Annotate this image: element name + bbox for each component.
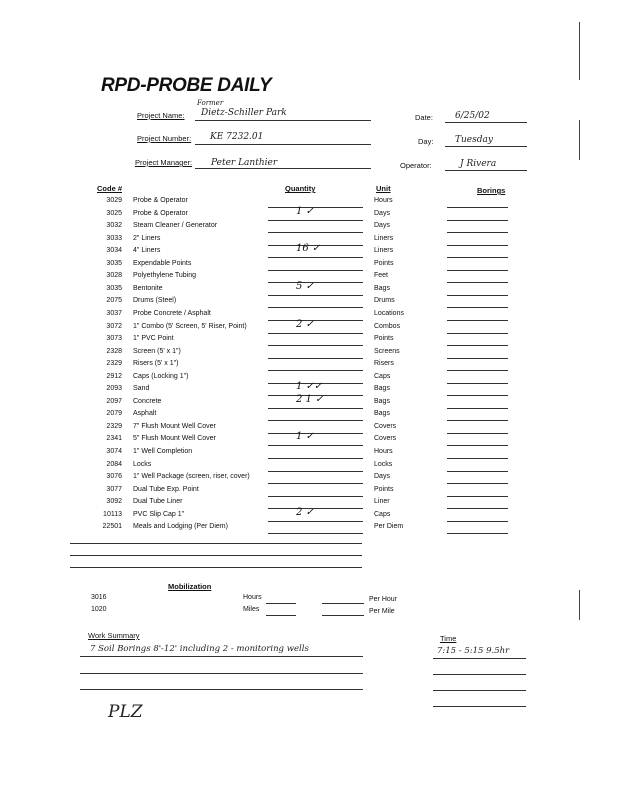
- quantity-line[interactable]: [268, 483, 363, 484]
- borings-line[interactable]: [447, 245, 508, 246]
- item-unit: Locks: [374, 460, 393, 468]
- item-unit: Covers: [374, 422, 397, 430]
- date-line: [445, 122, 527, 123]
- quantity-line[interactable]: [268, 207, 363, 208]
- time-line: [433, 690, 526, 691]
- item-unit: Hours: [374, 448, 393, 455]
- mobilization-hours-line[interactable]: [266, 603, 296, 604]
- item-code: 3029: [106, 197, 122, 204]
- item-unit: Per Diem: [374, 523, 404, 531]
- borings-line[interactable]: [447, 320, 508, 321]
- mobilization-miles-line[interactable]: [266, 615, 296, 616]
- blank-line: [70, 567, 362, 568]
- borings-line[interactable]: [447, 508, 508, 509]
- item-code: 2329: [106, 422, 122, 430]
- item-unit: Caps: [374, 372, 391, 380]
- work-summary-entry[interactable]: 7 Soil Borings 8'-12' including 2 - monitoring wells: [90, 644, 309, 654]
- quantity-line[interactable]: [268, 471, 363, 472]
- item-unit: Bags: [374, 284, 390, 292]
- operator-value[interactable]: J Rivera: [460, 159, 497, 169]
- borings-line[interactable]: [447, 471, 508, 472]
- day-line: [445, 146, 527, 147]
- item-code: 2329: [106, 360, 122, 368]
- table-row: [0, 222, 619, 234]
- quantity-line[interactable]: [268, 508, 363, 509]
- borings-line[interactable]: [447, 370, 508, 371]
- date-label: Date:: [415, 113, 433, 122]
- item-description: PVC Slip Cap 1": [133, 510, 185, 518]
- quantity-entry[interactable]: 2 1 ✓: [296, 393, 324, 405]
- item-description: Dual Tube Exp. Point: [133, 485, 199, 493]
- item-code: 3092: [106, 498, 122, 506]
- code-column-header: Code #: [97, 184, 123, 193]
- borings-line[interactable]: [447, 358, 508, 359]
- item-code: 10113: [103, 510, 122, 518]
- item-unit: Bags: [374, 385, 390, 393]
- project-number-line: [195, 144, 371, 145]
- item-description: Caps (Locking 1"): [133, 372, 189, 380]
- item-unit: Days: [374, 473, 390, 481]
- mobilization-field-label: Miles: [243, 606, 260, 613]
- borings-line[interactable]: [447, 333, 508, 334]
- item-description: Risers (5' x 1"): [133, 360, 179, 368]
- item-code: 2075: [106, 297, 122, 305]
- item-code: 3072: [106, 322, 122, 330]
- item-unit: Caps: [374, 510, 391, 518]
- table-row: [0, 523, 619, 535]
- table-row: [0, 348, 619, 360]
- item-code: 3035: [106, 284, 122, 292]
- quantity-line[interactable]: [268, 295, 363, 296]
- project-number-value[interactable]: KE 7232.01: [210, 132, 264, 142]
- day-label: Day:: [418, 137, 434, 146]
- borings-line[interactable]: [447, 458, 508, 459]
- project-name-label: Project Name:: [137, 111, 185, 120]
- form-title: RPD-PROBE DAILY: [101, 75, 272, 96]
- blank-line: [70, 555, 362, 556]
- project-name-line: [195, 120, 371, 121]
- item-code: 3037: [106, 309, 122, 317]
- item-unit: Points: [374, 485, 394, 493]
- table-row: [0, 318, 619, 335]
- project-manager-label: Project Manager:: [135, 158, 193, 167]
- borings-line[interactable]: [447, 420, 508, 421]
- item-unit: Points: [374, 259, 394, 267]
- item-description: Polyethylene Tubing: [133, 272, 197, 280]
- operator-line: [445, 170, 527, 171]
- table-row: [0, 461, 619, 473]
- page-edge-mark: [579, 22, 580, 80]
- item-code: 2079: [106, 410, 122, 418]
- item-unit: Combos: [374, 322, 401, 330]
- project-number-label: Project Number:: [137, 134, 192, 143]
- table-row: [0, 360, 619, 372]
- quantity-entry[interactable]: 1 ✓: [296, 205, 314, 217]
- page-edge-mark: [579, 590, 580, 620]
- work-summary-line: [80, 673, 363, 674]
- item-description: Asphalt: [133, 410, 157, 418]
- item-description: 5" Flush Mount Well Cover: [133, 435, 216, 443]
- item-unit: Risers: [374, 360, 394, 368]
- borings-line[interactable]: [447, 220, 508, 221]
- item-unit: Liners: [374, 247, 394, 255]
- item-description: Probe & Operator: [133, 209, 188, 217]
- item-code: 3032: [106, 222, 122, 230]
- project-name-value[interactable]: Dietz-Schiller Park: [201, 108, 287, 118]
- quantity-line[interactable]: [268, 370, 363, 371]
- item-code: 3073: [106, 335, 122, 343]
- item-code: 3028: [106, 272, 122, 280]
- quantity-line[interactable]: [268, 320, 363, 321]
- quantity-line[interactable]: [268, 257, 363, 258]
- borings-line[interactable]: [447, 295, 508, 296]
- item-code: 3033: [106, 234, 122, 242]
- item-code: 22501: [102, 523, 122, 531]
- item-description: Steam Cleaner / Generator: [133, 222, 218, 230]
- borings-line[interactable]: [447, 207, 508, 208]
- quantity-line[interactable]: [268, 496, 363, 497]
- quantity-entry[interactable]: 2 ✓: [296, 318, 314, 330]
- item-description: 1" Well Package (screen, riser, cover): [133, 473, 250, 481]
- item-code: 2097: [106, 397, 122, 405]
- project-manager-line: [195, 168, 371, 169]
- item-code: 3077: [106, 485, 122, 493]
- item-unit: Bags: [374, 410, 390, 418]
- item-description: Probe & Operator: [133, 197, 188, 204]
- item-unit: Points: [374, 335, 394, 343]
- item-description: Concrete: [133, 397, 162, 405]
- quantity-entry[interactable]: 1 ✓: [296, 431, 314, 443]
- borings-line[interactable]: [447, 483, 508, 484]
- item-unit: Days: [374, 222, 390, 230]
- time-entry[interactable]: 7:15 - 5:15 9.5hr: [437, 646, 510, 656]
- item-unit: Bags: [374, 397, 390, 405]
- table-row: [0, 506, 619, 523]
- quantity-line[interactable]: [268, 307, 363, 308]
- item-code: 3034: [106, 247, 122, 255]
- borings-line[interactable]: [447, 270, 508, 271]
- borings-line[interactable]: [447, 521, 508, 522]
- item-code: 3025: [106, 209, 122, 217]
- table-row: [0, 393, 619, 410]
- item-code: 2341: [106, 435, 122, 443]
- date-value[interactable]: 6/25/02: [455, 111, 490, 121]
- blank-line: [70, 543, 362, 544]
- borings-line[interactable]: [447, 533, 508, 534]
- quantity-line[interactable]: [268, 232, 363, 233]
- table-row: [0, 410, 619, 422]
- borings-line[interactable]: [447, 496, 508, 497]
- day-value[interactable]: Tuesday: [455, 135, 493, 145]
- item-description: 1" Well Completion: [133, 448, 193, 455]
- quantity-line[interactable]: [268, 270, 363, 271]
- table-row: [0, 205, 619, 222]
- work-summary-heading: Work Summary: [88, 631, 140, 640]
- work-summary-line: [80, 656, 363, 657]
- time-line: [433, 658, 526, 659]
- borings-line[interactable]: [447, 395, 508, 396]
- item-description: Sand: [133, 385, 150, 393]
- quantity-line[interactable]: [268, 408, 363, 409]
- item-unit: Drums: [374, 297, 395, 305]
- item-unit: Covers: [374, 435, 397, 443]
- quantity-line[interactable]: [268, 521, 363, 522]
- work-summary-line: [80, 689, 363, 690]
- mobilization-miles-rate-line[interactable]: [322, 615, 364, 616]
- quantity-column-header: Quantity: [285, 184, 316, 193]
- borings-line[interactable]: [447, 257, 508, 258]
- borings-line[interactable]: [447, 282, 508, 283]
- item-unit: Screens: [374, 347, 400, 355]
- item-code: 2084: [106, 460, 122, 468]
- time-line: [433, 674, 526, 675]
- item-description: Bentonite: [133, 284, 163, 292]
- item-description: Probe Concrete / Asphalt: [133, 309, 211, 317]
- unit-column-header: Unit: [376, 184, 391, 193]
- quantity-line[interactable]: [268, 282, 363, 283]
- item-unit: Liners: [374, 234, 394, 242]
- quantity-entry[interactable]: 2 ✓: [296, 506, 314, 518]
- item-description: Expendable Points: [133, 259, 192, 267]
- item-description: Drums (Steel): [133, 297, 177, 305]
- operator-label: Operator:: [400, 161, 432, 170]
- item-description: 2" Liners: [133, 234, 161, 242]
- table-row: [0, 431, 619, 447]
- item-code: 2912: [106, 372, 122, 380]
- table-row: [0, 448, 619, 460]
- item-code: 2328: [106, 347, 122, 355]
- quantity-line[interactable]: [268, 533, 363, 534]
- quantity-line[interactable]: [268, 358, 363, 359]
- borings-line[interactable]: [447, 345, 508, 346]
- mobilization-unit: Per Hour: [369, 596, 398, 603]
- item-description: Dual Tube Liner: [133, 498, 183, 506]
- project-name-note: Former: [197, 99, 224, 107]
- mobilization-heading: Mobilization: [168, 582, 212, 591]
- borings-line[interactable]: [447, 307, 508, 308]
- table-row: [0, 243, 619, 259]
- item-description: Meals and Lodging (Per Diem): [133, 523, 228, 531]
- borings-line[interactable]: [447, 408, 508, 409]
- quantity-line[interactable]: [268, 345, 363, 346]
- item-unit: Locations: [374, 309, 404, 317]
- item-description: Screen (5' x 1"): [133, 347, 181, 355]
- borings-line[interactable]: [447, 383, 508, 384]
- time-heading: Time: [440, 634, 457, 643]
- mobilization-code: 1020: [91, 606, 107, 613]
- table-row: [0, 280, 619, 297]
- item-code: 2093: [106, 385, 122, 393]
- item-code: 3074: [106, 448, 122, 455]
- time-line: [433, 706, 526, 707]
- quantity-line[interactable]: [268, 420, 363, 421]
- page-edge-mark: [579, 120, 580, 160]
- item-description: Locks: [133, 460, 152, 468]
- item-description: 1" PVC Point: [133, 335, 174, 343]
- borings-line[interactable]: [447, 445, 508, 446]
- table-row: [0, 486, 619, 498]
- item-code: 3076: [106, 473, 122, 481]
- mobilization-field-label: Hours: [243, 594, 262, 601]
- quantity-entry[interactable]: 1 ✓✓: [296, 381, 323, 393]
- item-unit: Feet: [374, 272, 389, 280]
- borings-column-header: Borings: [477, 186, 506, 195]
- quantity-line[interactable]: [268, 433, 363, 434]
- item-description: 1" Combo (5' Screen, 5' Riser, Point): [133, 322, 247, 330]
- table-row: [0, 260, 619, 272]
- item-description: 4" Liners: [133, 247, 161, 255]
- mobilization-unit: Per Mile: [369, 608, 395, 615]
- project-manager-value[interactable]: Peter Lanthier: [211, 158, 278, 168]
- quantity-line[interactable]: [268, 220, 363, 221]
- mobilization-code: 3016: [91, 594, 107, 601]
- quantity-entry[interactable]: 16 ✓: [296, 243, 321, 255]
- table-row: [0, 297, 619, 309]
- item-code: 3035: [106, 259, 122, 267]
- item-unit: Days: [374, 209, 390, 217]
- quantity-entry[interactable]: 5 ✓: [296, 280, 314, 292]
- item-unit: Liner: [374, 498, 390, 506]
- quantity-line[interactable]: [268, 458, 363, 459]
- table-row: [0, 473, 619, 485]
- item-description: 7" Flush Mount Well Cover: [133, 422, 216, 430]
- table-row: [0, 335, 619, 347]
- borings-line[interactable]: [447, 433, 508, 434]
- borings-line[interactable]: [447, 232, 508, 233]
- signature: PLZ: [108, 702, 143, 722]
- item-unit: Hours: [374, 197, 393, 204]
- mobilization-hours-rate-line[interactable]: [322, 603, 364, 604]
- quantity-line[interactable]: [268, 445, 363, 446]
- quantity-line[interactable]: [268, 333, 363, 334]
